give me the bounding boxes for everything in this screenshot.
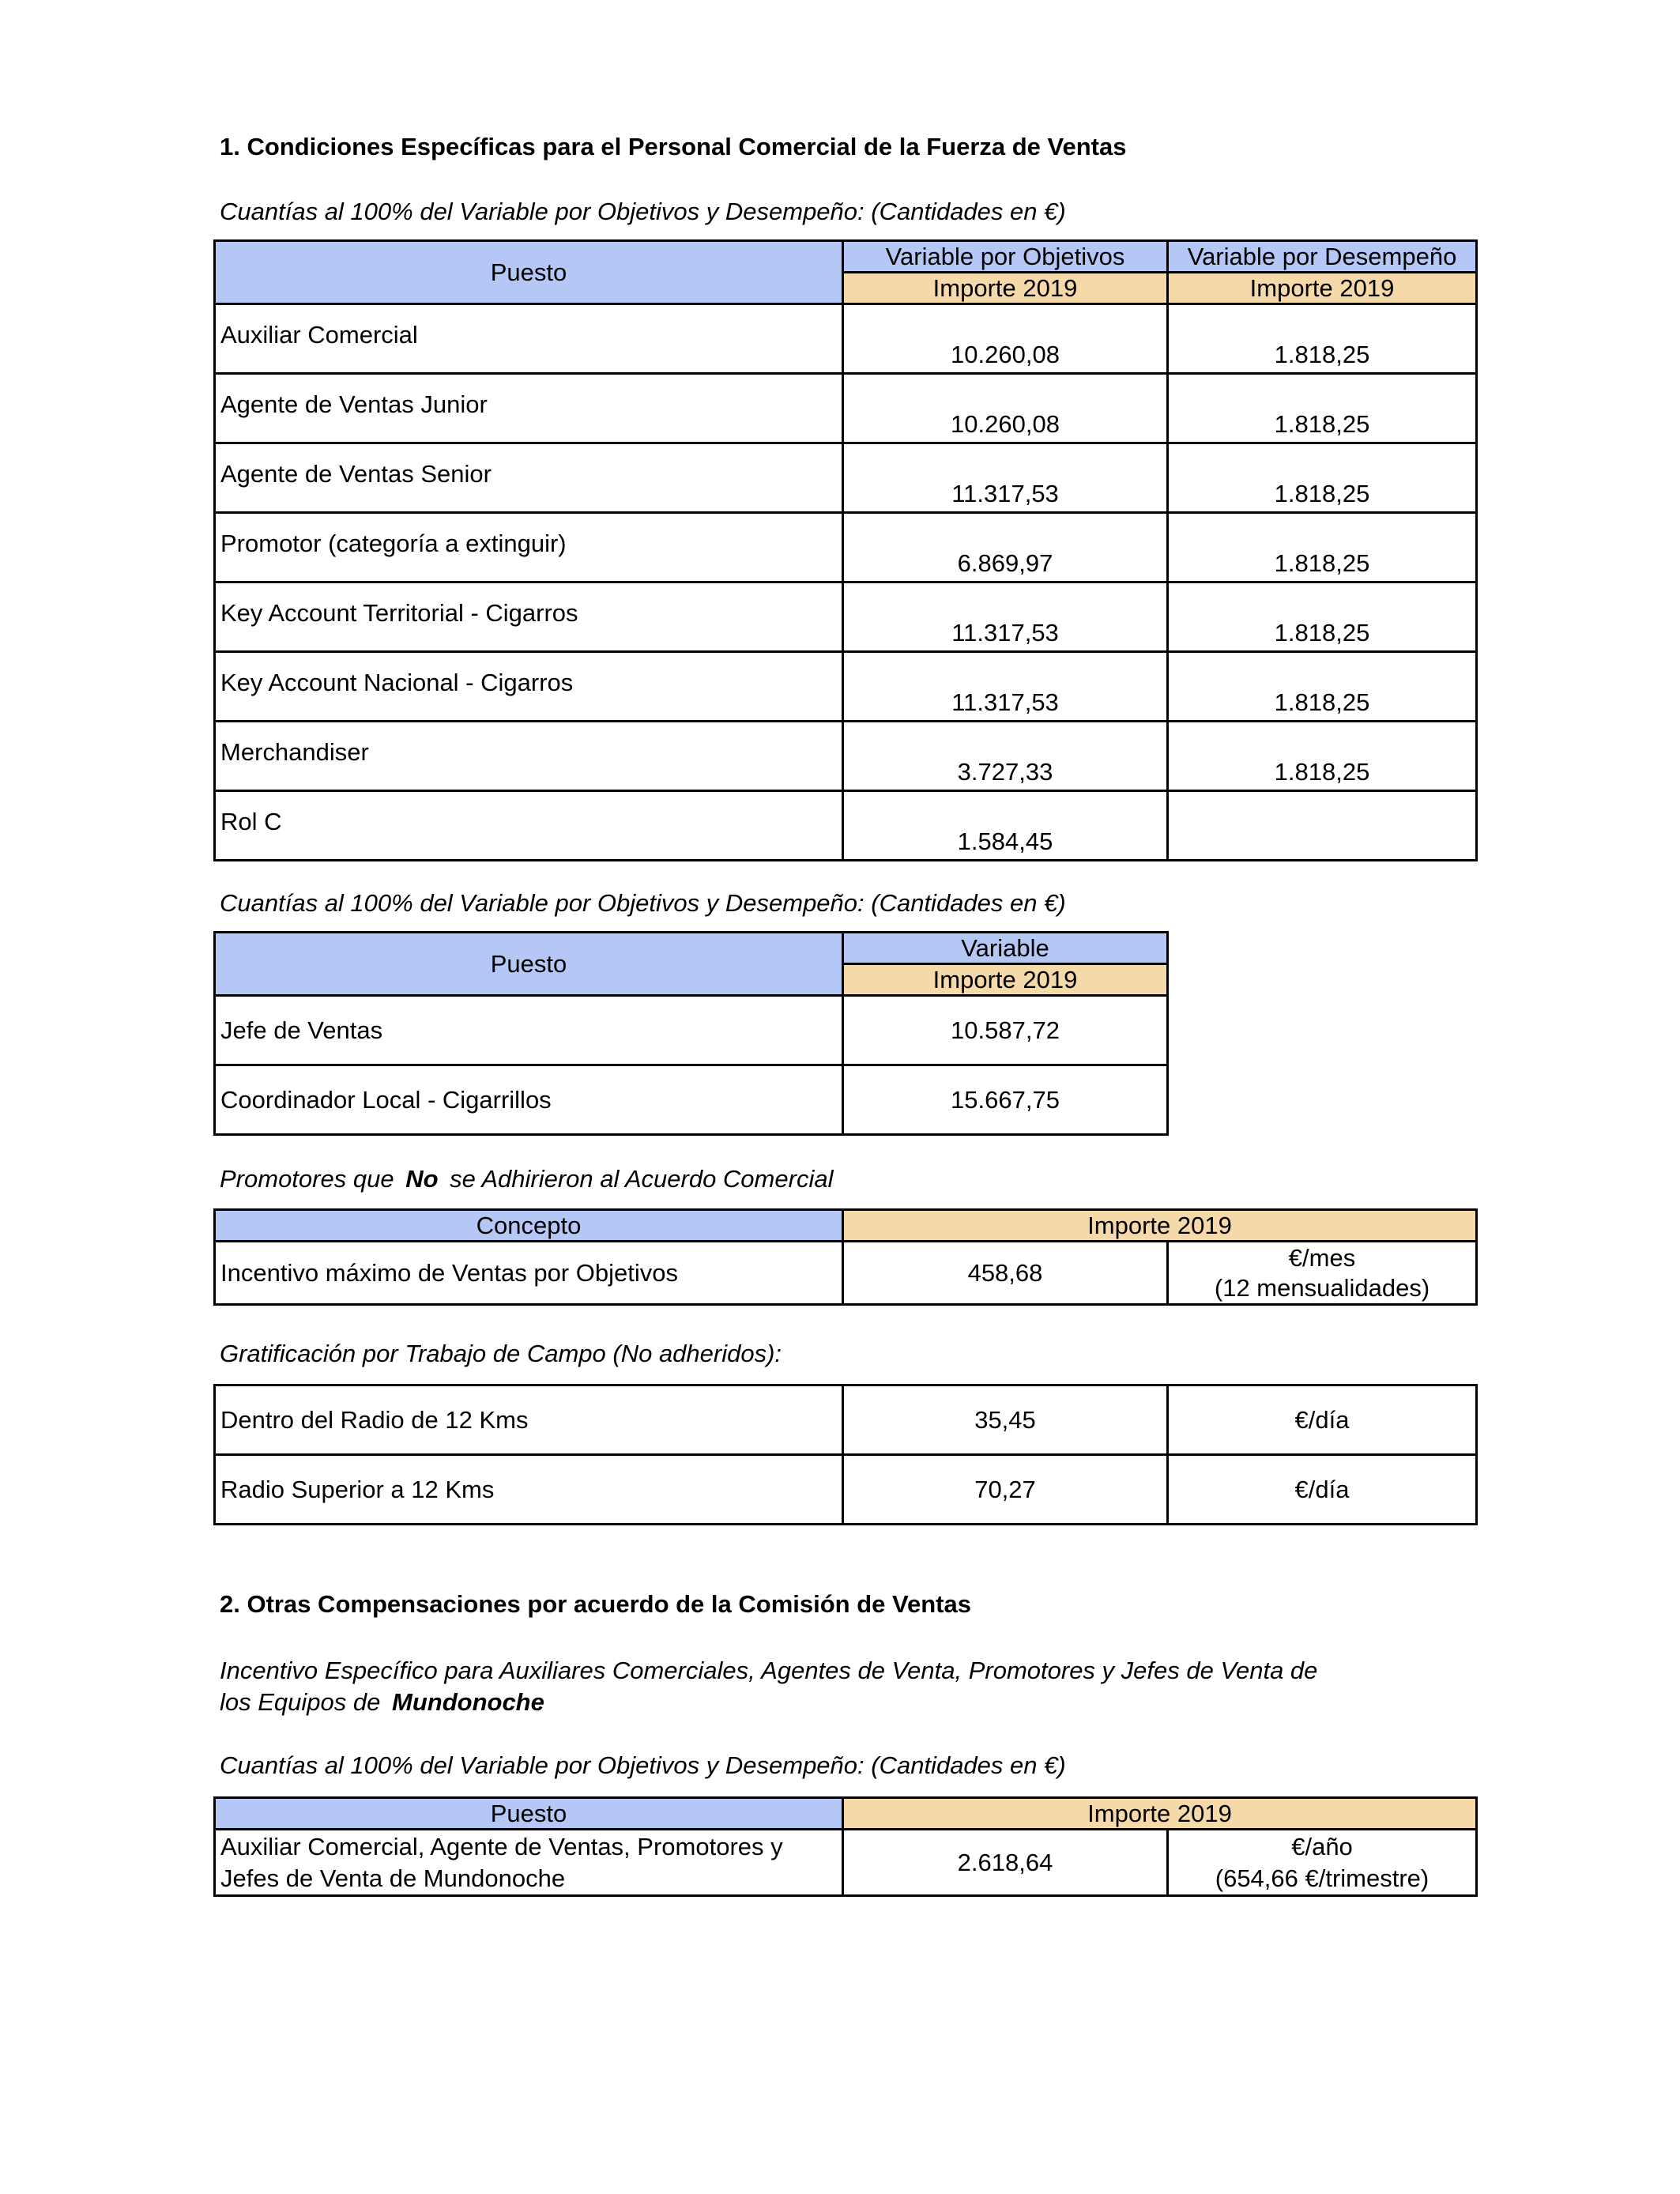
table5-caption: Cuantías al 100% del Variable por Objetivos y Desempeño: (Cantidades en €): [220, 1751, 1066, 1779]
unit-line: (654,66 €/trimestre): [1215, 1864, 1430, 1892]
header-puesto: Puesto: [215, 1798, 843, 1830]
puesto-cell: Key Account Territorial - Cigarros: [215, 582, 843, 652]
puesto-line: Jefes de Venta de Mundonoche: [220, 1864, 566, 1892]
desempeno-cell: 1.818,25: [1168, 652, 1477, 722]
intro-text: los Equipos de: [220, 1688, 381, 1716]
objetivos-cell: 11.317,53: [843, 652, 1168, 722]
puesto-cell: Key Account Nacional - Cigarros: [215, 652, 843, 722]
intro-line: Incentivo Específico para Auxiliares Comerciales, Agentes de Venta, Promotores y Jefes de Venta de: [220, 1657, 1318, 1684]
desempeno-cell: 1.818,25: [1168, 374, 1477, 443]
puesto-cell: Jefe de Ventas: [215, 996, 843, 1065]
header-puesto: Puesto: [215, 241, 843, 304]
table-mundonoche: [213, 1796, 1478, 1897]
importe-cell: 458,68: [843, 1242, 1168, 1305]
section2-title: 2. Otras Compensaciones por acuerdo de la Comisión de Ventas: [220, 1590, 971, 1618]
puesto-cell: Coordinador Local - Cigarrillos: [215, 1065, 843, 1135]
table-row: [215, 996, 1168, 1065]
importe-cell: 10.587,72: [843, 996, 1168, 1065]
table-row: [215, 1242, 1477, 1305]
intro-bold: Mundonoche: [392, 1688, 544, 1716]
unidad-cell: €/día: [1168, 1385, 1477, 1455]
section1-title: 1. Condiciones Específicas para el Personal Comercial de la Fuerza de Ventas: [220, 133, 1127, 160]
table-row: [215, 374, 1477, 443]
puesto-cell: Agente de Ventas Senior: [215, 443, 843, 513]
table-row: [215, 1455, 1477, 1525]
table-row: [215, 1065, 1168, 1135]
table-row: [215, 1830, 1477, 1896]
header-variable-desempeno: Variable por Desempeño: [1168, 241, 1477, 273]
subheader-importe-desempeno: Importe 2019: [1168, 273, 1477, 304]
header-puesto: Puesto: [215, 933, 843, 996]
unidad-cell: €/día: [1168, 1455, 1477, 1525]
concepto-cell: Radio Superior a 12 Kms: [215, 1455, 843, 1525]
table-row: [215, 582, 1477, 652]
objetivos-cell: 11.317,53: [843, 582, 1168, 652]
subheader-importe-objetivos: Importe 2019: [843, 273, 1168, 304]
subheader-importe: Importe 2019: [843, 964, 1168, 996]
table-variable-objetivos-desempeno: [213, 239, 1478, 861]
caption-text: Promotores que: [220, 1165, 394, 1193]
caption-text: se Adhirieron al Acuerdo Comercial: [450, 1165, 834, 1193]
table-row: [215, 791, 1477, 861]
unidad-cell: [1168, 1830, 1477, 1896]
objetivos-cell: 3.727,33: [843, 722, 1168, 791]
header-concepto: Concepto: [215, 1210, 843, 1242]
puesto-cell: Auxiliar Comercial: [215, 304, 843, 374]
table2-caption: Cuantías al 100% del Variable por Objetivos y Desempeño: (Cantidades en €): [220, 889, 1066, 917]
table4-caption: Gratificación por Trabajo de Campo (No adheridos):: [220, 1340, 782, 1367]
table-row: [215, 722, 1477, 791]
table-promotores-no-adheridos: [213, 1208, 1478, 1306]
table-variable-jefes: [213, 931, 1169, 1136]
objetivos-cell: 11.317,53: [843, 443, 1168, 513]
puesto-cell: [215, 1830, 843, 1896]
table-row: [215, 513, 1477, 582]
objetivos-cell: 10.260,08: [843, 374, 1168, 443]
puesto-cell: Merchandiser: [215, 722, 843, 791]
header-variable: Variable: [843, 933, 1168, 964]
puesto-line: Auxiliar Comercial, Agente de Ventas, Promotores y: [220, 1832, 783, 1860]
table-gratificacion-campo: [213, 1384, 1478, 1525]
unit-line: (12 mensualidades): [1214, 1273, 1430, 1302]
header-importe: Importe 2019: [843, 1210, 1477, 1242]
table-row: [215, 652, 1477, 722]
section2-intro: [220, 1655, 1317, 1718]
desempeno-cell: 1.818,25: [1168, 582, 1477, 652]
objetivos-cell: 10.260,08: [843, 304, 1168, 374]
desempeno-cell: 1.818,25: [1168, 304, 1477, 374]
table3-caption: [220, 1165, 833, 1193]
desempeno-cell: 1.818,25: [1168, 513, 1477, 582]
desempeno-cell: 1.818,25: [1168, 443, 1477, 513]
intro-line: [220, 1687, 1317, 1718]
importe-cell: 70,27: [843, 1455, 1168, 1525]
concepto-cell: Incentivo máximo de Ventas por Objetivos: [215, 1242, 843, 1305]
unit-line: €/año: [1291, 1832, 1353, 1860]
desempeno-cell: 1.818,25: [1168, 722, 1477, 791]
table1-caption: Cuantías al 100% del Variable por Objetivos y Desempeño: (Cantidades en €): [220, 198, 1066, 225]
objetivos-cell: 6.869,97: [843, 513, 1168, 582]
puesto-cell: Agente de Ventas Junior: [215, 374, 843, 443]
importe-cell: 15.667,75: [843, 1065, 1168, 1135]
header-variable-objetivos: Variable por Objetivos: [843, 241, 1168, 273]
importe-cell: 35,45: [843, 1385, 1168, 1455]
table-row: [215, 443, 1477, 513]
importe-cell: 2.618,64: [843, 1830, 1168, 1896]
puesto-cell: Promotor (categoría a extinguir): [215, 513, 843, 582]
table-row: [215, 1385, 1477, 1455]
desempeno-cell: [1168, 791, 1477, 861]
unit-line: €/mes: [1288, 1243, 1356, 1272]
puesto-cell: Rol C: [215, 791, 843, 861]
header-importe: Importe 2019: [843, 1798, 1477, 1830]
objetivos-cell: 1.584,45: [843, 791, 1168, 861]
concepto-cell: Dentro del Radio de 12 Kms: [215, 1385, 843, 1455]
caption-bold: No: [405, 1165, 439, 1193]
table-row: [215, 304, 1477, 374]
unidad-cell: [1168, 1242, 1477, 1305]
